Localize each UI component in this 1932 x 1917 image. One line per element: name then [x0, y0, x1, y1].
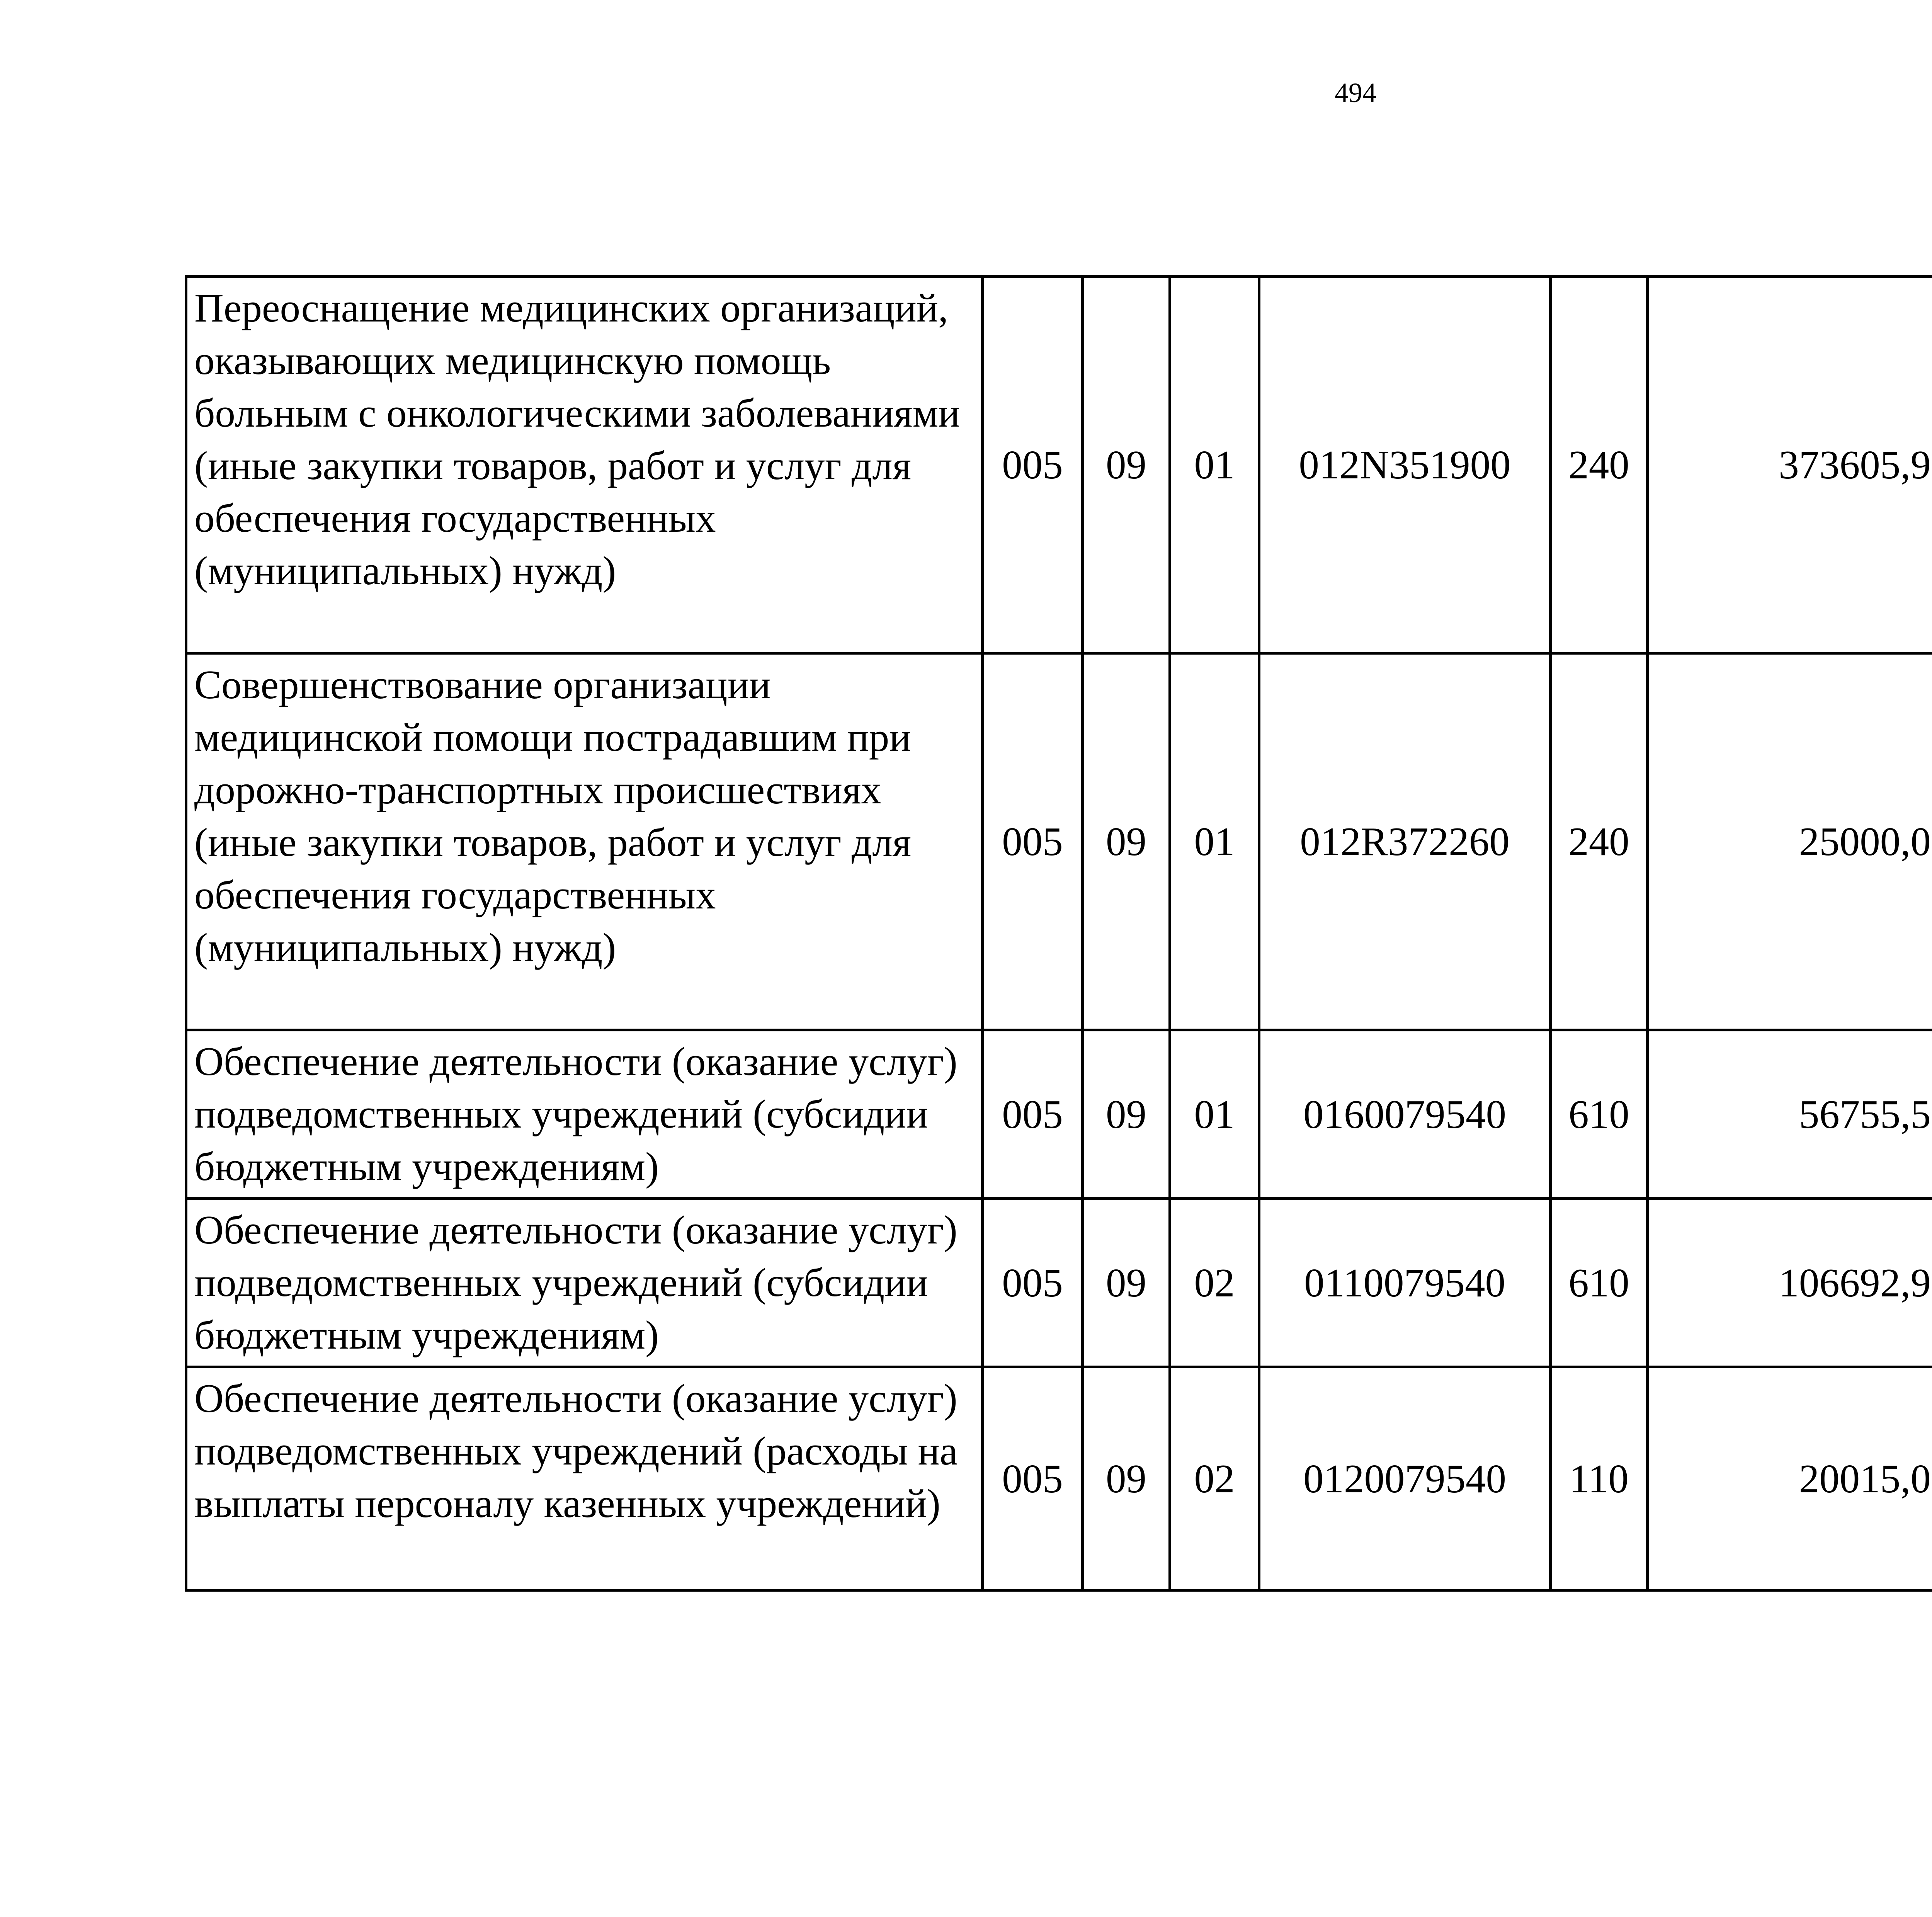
section-code: 09 [1083, 1030, 1170, 1199]
section-code: 09 [1083, 1199, 1170, 1367]
budget-table [185, 275, 1932, 1592]
ministry-code: 005 [983, 1199, 1083, 1367]
expense-type-code: 110 [1551, 1367, 1648, 1590]
table-row [186, 277, 1932, 653]
amount-cell-1: 373605,9 [1648, 277, 1932, 653]
target-article-code: 012N351900 [1259, 277, 1551, 653]
row-description: Обеспечение деятельности (оказание услуг) подведомственных учреждений (субсидии бюджетным учреждениям) [186, 1199, 983, 1367]
expense-type-code: 240 [1551, 653, 1648, 1030]
expense-type-code: 610 [1551, 1199, 1648, 1367]
subsection-code: 01 [1170, 277, 1259, 653]
table-row [186, 1030, 1932, 1199]
table-row [186, 1199, 1932, 1367]
section-code: 09 [1083, 1367, 1170, 1590]
amount-cell-1: 56755,5 [1648, 1030, 1932, 1199]
target-article-code: 012R372260 [1259, 653, 1551, 1030]
ministry-code: 005 [983, 653, 1083, 1030]
ministry-code: 005 [983, 1367, 1083, 1590]
subsection-code: 01 [1170, 1030, 1259, 1199]
table-row [186, 1367, 1932, 1590]
ministry-code: 005 [983, 1030, 1083, 1199]
target-article-code: 0160079540 [1259, 1030, 1551, 1199]
amount-cell-1: 25000,0 [1648, 653, 1932, 1030]
subsection-code: 02 [1170, 1367, 1259, 1590]
section-code: 09 [1083, 277, 1170, 653]
subsection-code: 02 [1170, 1199, 1259, 1367]
row-description: Обеспечение деятельности (оказание услуг) подведомственных учреждений (субсидии бюджетным учреждениям) [186, 1030, 983, 1199]
ministry-code: 005 [983, 277, 1083, 653]
expense-type-code: 610 [1551, 1030, 1648, 1199]
table-row [186, 653, 1932, 1030]
row-description: Обеспечение деятельности (оказание услуг) подведомственных учреждений (расходы на выплаты персоналу казенных учреждений) [186, 1367, 983, 1590]
subsection-code: 01 [1170, 653, 1259, 1030]
row-description: Переоснащение медицинских организаций, оказывающих медицинскую помощь больным с онкологическими заболеваниями (иные закупки товаров, работ и услуг для обеспечения государственных (муниципальных) нужд) [186, 277, 983, 653]
amount-cell-1: 106692,9 [1648, 1199, 1932, 1367]
section-code: 09 [1083, 653, 1170, 1030]
row-description: Совершенствование организации медицинской помощи пострадавшим при дорожно-транспортных происшествиях (иные закупки товаров, работ и услуг для обеспечения государственных (муниципальных) нужд) [186, 653, 983, 1030]
amount-cell-1: 20015,0 [1648, 1367, 1932, 1590]
expense-type-code: 240 [1551, 277, 1648, 653]
target-article-code: 0120079540 [1259, 1367, 1551, 1590]
page-number: 494 [1335, 77, 1376, 108]
target-article-code: 0110079540 [1259, 1199, 1551, 1367]
